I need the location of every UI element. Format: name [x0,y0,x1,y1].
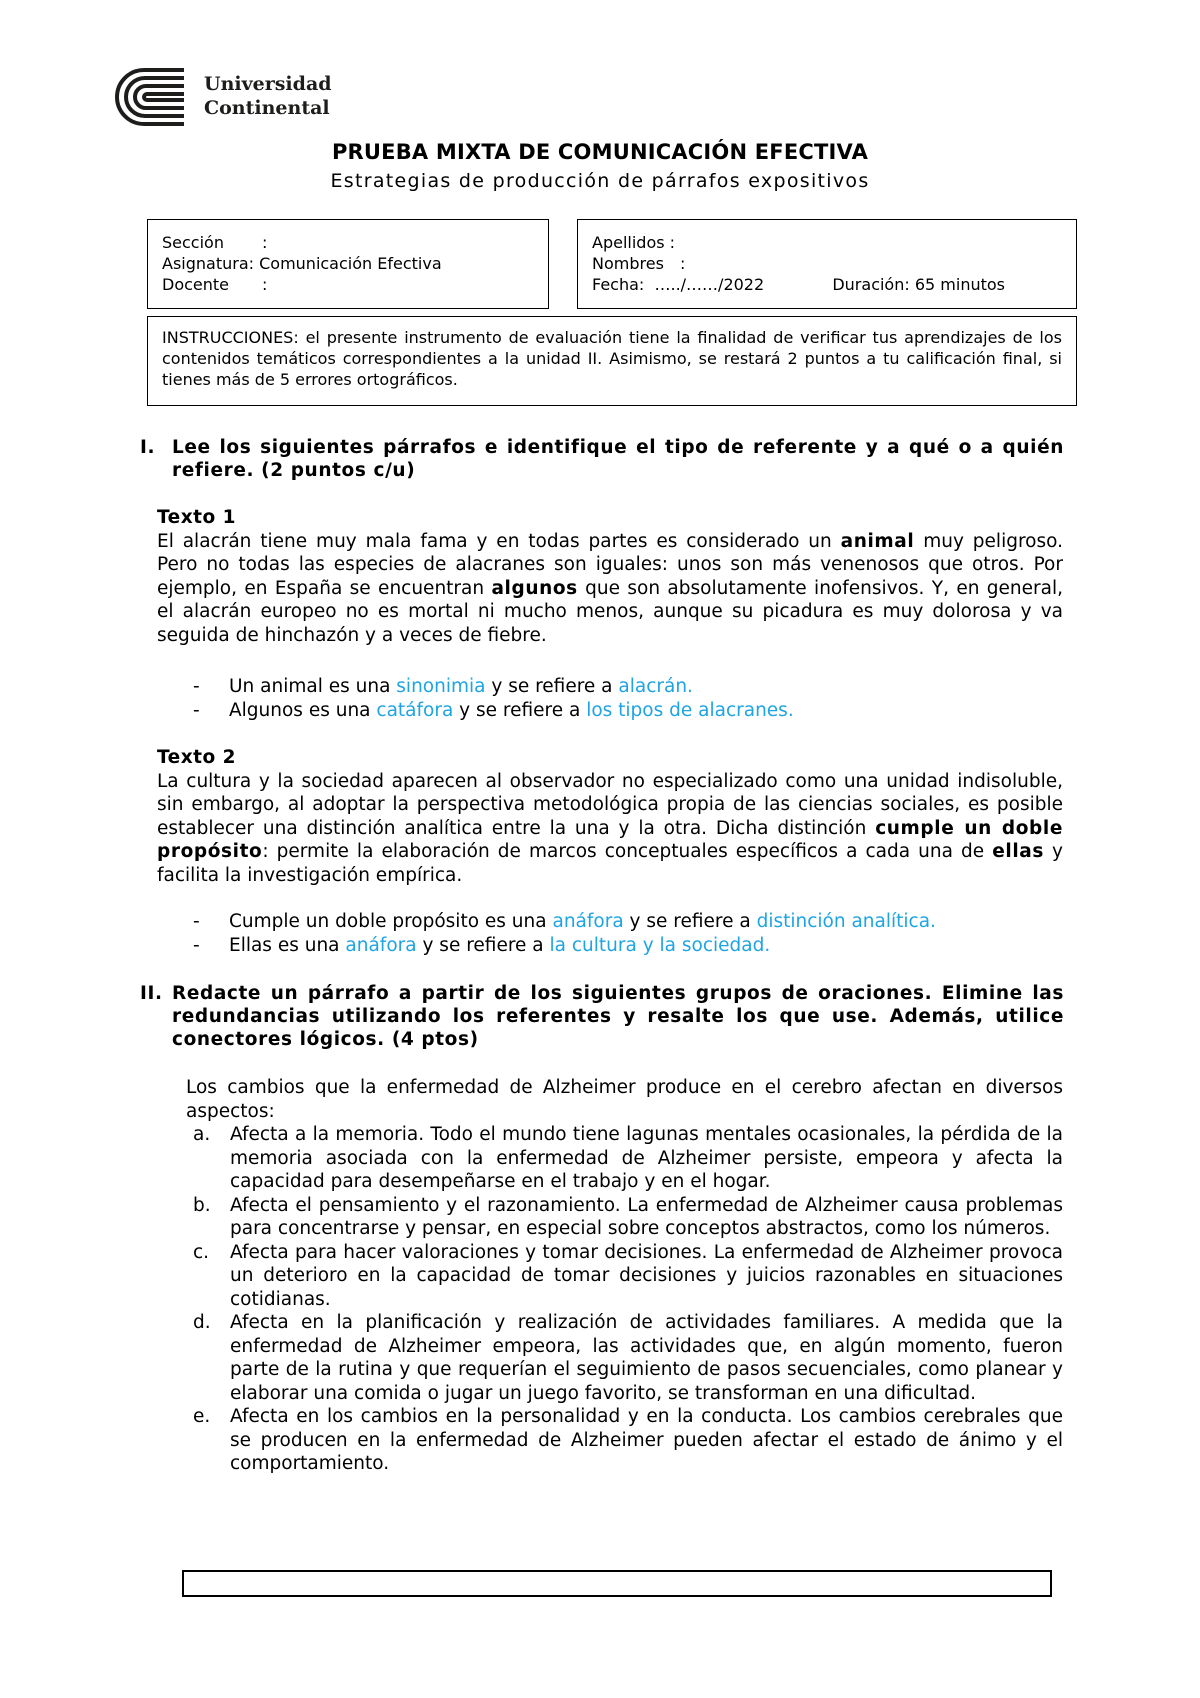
texto-2-title: Texto 2 [157,747,237,768]
texto-1 [157,506,1063,647]
logo-wordmark [204,72,332,120]
answer-box[interactable] [182,1570,1052,1597]
docente-separator: : [262,275,268,294]
asignatura-separator: : [248,254,255,273]
seccion-label: Sección [162,233,224,252]
section-2-heading [140,982,1064,1051]
section-2-number: II. [140,983,163,1004]
fecha-label: Fecha: [592,275,645,294]
list-item: - Algunos es una catáfora y se refiere a los tipos de alacranes. [193,700,794,721]
docente-label: Docente [162,275,230,294]
page-title: PRUEBA MIXTA DE COMUNICACIÓN EFECTIVA [331,140,869,164]
duracion-value: 65 minutos [914,275,1005,294]
course-info-box [147,219,549,309]
asignatura-value: Comunicación Efectiva [259,254,442,273]
apellidos-row [592,232,1062,253]
list-item: - Cumple un doble propósito es una anáfora y se refiere a distinción analítica. [193,911,936,932]
referent-algunos: algunos [491,577,578,599]
apellidos-label: Apellidos [592,233,665,252]
apellidos-separator: : [669,233,676,252]
logo-line-2: Continental [204,97,330,119]
docente-row [162,274,534,295]
seccion-row [162,232,534,253]
section-1-heading-text: Lee los siguientes párrafos e identifique el tipo de referente y a qué o a quién refiere. (2 puntos c/u) [172,437,1064,481]
texto-2 [157,746,1063,887]
asignatura-row [162,253,534,274]
nombres-row [592,253,1062,274]
referent-cumple: cumple un doble propósito [157,817,1063,862]
list-item: - Un animal es una sinonimia y se refiere a alacrán. [193,676,693,697]
section-2-heading-text: Redacte un párrafo a partir de los siguientes grupos de oraciones. Elimine las redundancias utilizando los referentes y resalte los que use. Además, utilice conectores lógicos. (4 ptos) [172,983,1064,1050]
section-2-list [186,1123,1063,1476]
list-item: b. Afecta el pensamiento y el razonamiento. La enfermedad de Alzheimer causa problemas para concentrarse y pensar, en especial sobre conceptos abstractos, como los números. [193,1194,1063,1239]
list-item: e. Afecta en los cambios en la personalidad y en la conducta. Los cambios cerebrales que se producen en la enfermedad de Alzheimer pueden afectar el estado de ánimo y el comportamiento. [193,1406,1063,1474]
texto-1-body: El alacrán tiene muy mala fama y en todas partes es considerado un animal muy peligroso. Pero no todas las especies de alacranes son iguales: unos son más venenosos que otros. Por ejemplo, en España se encuentran algunos que son absolutamente inofensivos. Y, en general, el alacrán europeo no es mortal ni mucho menos, aunque su picadura es muy dolorosa y va seguida de hinchazón y a veces de fiebre. [157,530,1063,646]
texto-1-title: Texto 1 [157,507,237,528]
duracion-label: Duración: [832,275,910,294]
fecha-row [592,274,1062,295]
continental-logo-icon [114,66,194,128]
page-subtitle: Estrategias de producción de párrafos expositivos [330,170,870,192]
list-item: - Ellas es una anáfora y se refiere a la cultura y la sociedad. [193,935,771,956]
asignatura-label: Asignatura [162,254,249,273]
texto-2-answers [190,910,1050,958]
instructions-box [147,316,1077,406]
list-item: d. Afecta en la planificación y realización de actividades familiares. A medida que la enfermedad de Alzheimer empeora, las actividades que, en algún momento, fueron parte de la rutina y que requerían el seguimiento de pasos secuenciales, como planear y elaborar una comida o jugar un juego favorito, se transforman en una dificultad. [193,1312,1063,1404]
student-info-box [577,219,1077,309]
nombres-label: Nombres [592,254,664,273]
university-logo [114,66,332,130]
fecha-value: …../……/2022 [654,275,765,294]
texto-2-body: La cultura y la sociedad aparecen al observador no especializado como una unidad indisoluble, sin embargo, al adoptar la perspectiva metodológica propia de las ciencias sociales, es posible establecer una distinción analítica entre la una y la otra. Dicha distinción cumple un doble propósito: permite la elaboración de marcos conceptuales específicos a cada una de ellas y facilita la investigación empírica. [157,770,1063,886]
referent-animal: animal [840,530,915,552]
referent-ellas: ellas [992,841,1044,862]
logo-line-1: Universidad [204,73,332,95]
list-item: c. Afecta para hacer valoraciones y tomar decisiones. La enfermedad de Alzheimer provoca un deterioro en la capacidad de tomar decisiones y juicios razonables en situaciones cotidianas. [193,1241,1063,1310]
section-1-number: I. [140,437,156,458]
section-2-intro: Los cambios que la enfermedad de Alzheimer produce en el cerebro afectan en diversos aspectos: [186,1077,1063,1122]
list-item: a. Afecta a la memoria. Todo el mundo tiene lagunas mentales ocasionales, la pérdida de la memoria asociada con la enfermedad de Alzheimer persiste, empeora y afecta la capacidad para desempeñarse en el trabajo y en el hogar. [193,1124,1063,1192]
seccion-separator: : [262,233,268,252]
nombres-separator: : [680,254,686,273]
texto-1-answers [190,675,1050,723]
section-1-heading [140,436,1064,482]
instructions-text: INSTRUCCIONES: el presente instrumento de evaluación tiene la finalidad de verificar tus aprendizajes de los contenidos temáticos correspondientes a la unidad II. Asimismo, se restará 2 puntos a tu calificación final, si tienes más de 5 errores ortográficos. [162,328,1062,389]
